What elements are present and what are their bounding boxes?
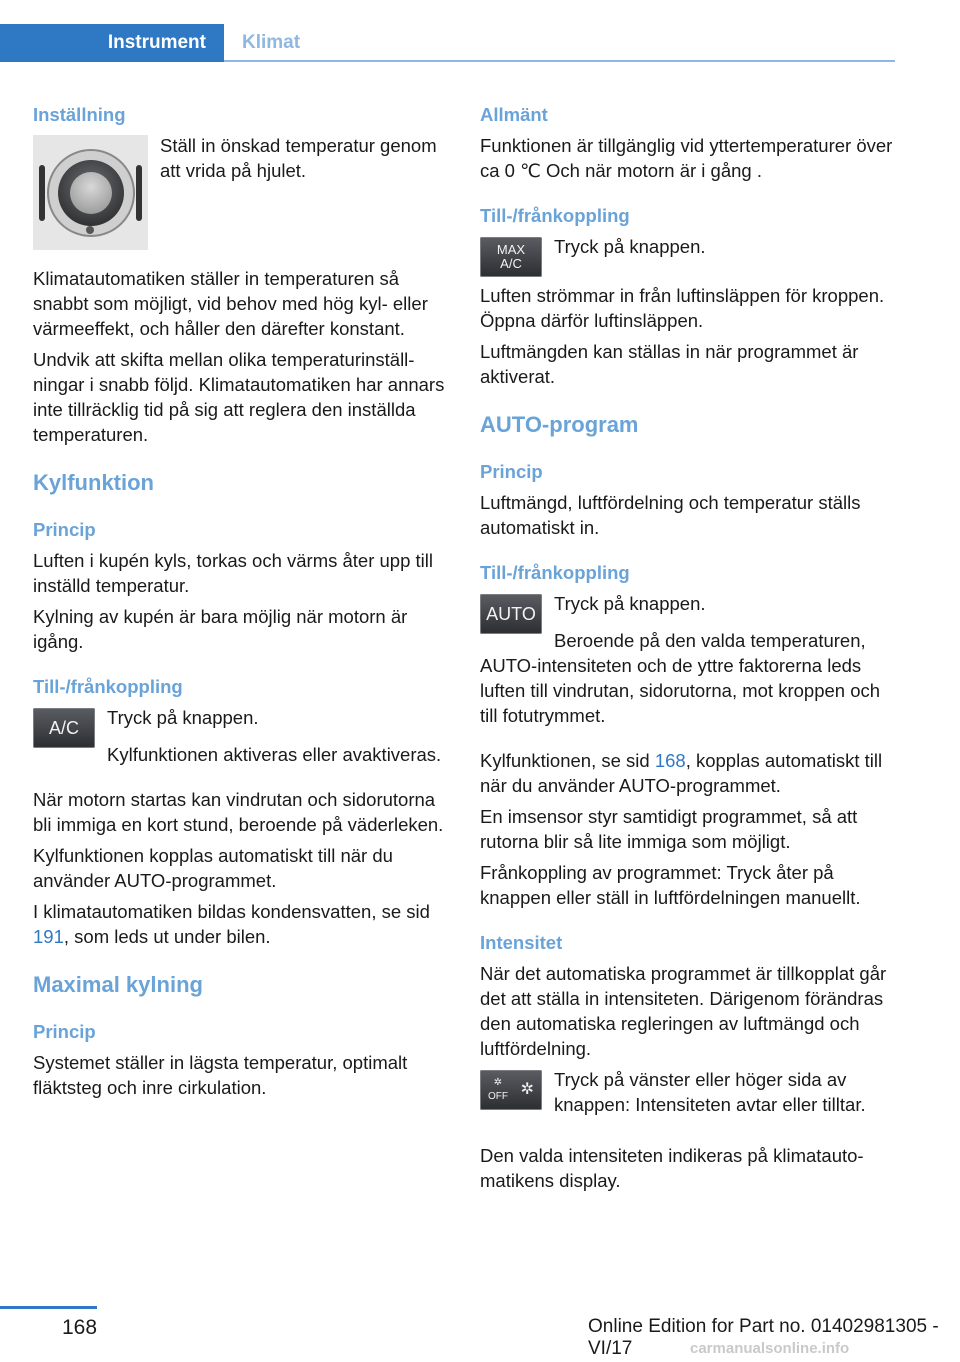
- fan-row: [480, 1067, 894, 1123]
- heading-allmant-koppling: Till-/frånkoppling: [480, 205, 630, 226]
- tab-instrument-label: Instrument: [107, 32, 206, 53]
- tab-klimat[interactable]: [224, 24, 895, 62]
- allmant-koppling-text: Tryck på knappen.: [554, 236, 706, 257]
- heading-kyl-princip: Princip: [33, 519, 96, 540]
- heading-maximal-kylning: Maximal kylning: [33, 972, 203, 997]
- heading-kyl-koppling: Till-/frånkoppling: [33, 676, 183, 697]
- heading-auto-princip: Princip: [480, 461, 543, 482]
- left-column: [33, 102, 447, 1106]
- max-ac-label: [497, 243, 525, 271]
- allmant-text: Funktionen är tillgänglig vid yttertemperaturer över ca 0 ℃ Och när motorn är i gång .: [480, 135, 893, 181]
- edition-text: Online Edition for Part no. 01402981305 - VI/17: [588, 1316, 939, 1359]
- heading-intensitet: Intensitet: [480, 932, 563, 953]
- installning-row: [33, 133, 447, 266]
- auto-text5: Frånkoppling av programmet: Tryck åter på knappen eller ställ in luftfördelningen manuellt.: [480, 862, 861, 908]
- kyl-text4: Kylfunktionen kopplas automatiskt till när du använder AUTO-programmet.: [33, 845, 393, 891]
- knob-center-icon: [70, 172, 112, 214]
- heading-kylfunktion: Kylfunktion: [33, 470, 154, 495]
- knob-ring-icon: [47, 149, 135, 237]
- max-ac-button-icon: [480, 237, 542, 277]
- kyl-text3: När motorn startas kan vindrutan och sidorutorna bli immiga en kort stund, beroende på väderleken.: [33, 789, 444, 835]
- max-princip-text: Systemet ställer in lägsta temperatur, optimalt fläktsteg och inre cirkulation.: [33, 1052, 408, 1098]
- knob-right-bar-icon: [136, 165, 142, 221]
- max-ac-line2: A/C: [500, 256, 522, 271]
- fan-icon: ✲: [520, 1081, 534, 1098]
- intensitet-text3: Den valda intensiteten indikeras på klimatautomatikens display.: [480, 1145, 864, 1191]
- fan-off-label: OFF: [488, 1091, 508, 1102]
- right-column: [480, 102, 894, 1199]
- temperature-knob-icon: [33, 135, 148, 250]
- kyl-koppling-text1: Tryck på knappen.: [107, 707, 259, 728]
- auto-text3: [480, 748, 894, 798]
- knob-dot-icon: [86, 226, 94, 234]
- intensitet-text1: När det automatiska programmet är tillkopplat går det att ställa in intensiteten. Därigenom förändras den automatiska regleringen av luftmängd och luftfördelning.: [480, 963, 887, 1059]
- kyl-koppling-text2: Kylfunktionen aktiveras eller avaktiveras.: [107, 744, 442, 765]
- auto-koppling-text2: Beroende på den valda temperaturen, AUTO-intensiteten och de yttre faktorerna leds luften till vindrutan, sidorutorna, mot kroppen och till fotutrymmet.: [480, 630, 881, 726]
- watermark-logo: carmanualsonline.info: [690, 1340, 850, 1357]
- installning-text3: Undvik att skifta mellan olika temperaturinställningar i snabb följd. Klimatautomatiken har annars inte tillräcklig tid på sig att reglera den inställda temperaturen.: [33, 349, 445, 445]
- footer-rule: [0, 1306, 97, 1309]
- heading-max-princip: Princip: [33, 1021, 96, 1042]
- heading-installning: Inställning: [33, 104, 126, 125]
- heading-auto-program: AUTO-program: [480, 412, 639, 437]
- kyl-princip-text2: Kylning av kupén är bara möjlig när motorn är igång.: [33, 606, 408, 652]
- kyl-princip-text1: Luften i kupén kyls, torkas och värms åter upp till inställd temperatur.: [33, 550, 433, 596]
- auto-button-icon: AUTO: [480, 594, 542, 634]
- auto-princip-text: Luftmängd, luftfördelning och temperatur ställs automatiskt in.: [480, 492, 861, 538]
- auto-text4: En imsensor styr samtidigt programmet, så att rutorna blir så lite immiga som möjligt.: [480, 806, 858, 852]
- knob-left-bar-icon: [39, 165, 45, 221]
- knob-wheel-icon: [58, 160, 124, 226]
- page-number: 168: [62, 1316, 98, 1339]
- allmant-text2: Luften strömmar in från luftinsläppen för kroppen. Öppna därför luftinsläppen.: [480, 285, 885, 331]
- kyl-text5-b: , som leds ut under bilen.: [63, 926, 271, 947]
- ac-button-icon: A/C: [33, 708, 95, 748]
- fan-intensity-button-icon: [480, 1070, 542, 1110]
- heading-auto-koppling: Till-/frånkoppling: [480, 562, 630, 583]
- auto-text3-b: , kopplas automatiskt till när du använder AUTO-programmet.: [480, 750, 883, 796]
- intensitet-text2: Tryck på vänster eller höger sida av knappen: Intensiteten avtar eller tilltar.: [554, 1069, 866, 1115]
- tab-klimat-label: Klimat: [242, 32, 301, 53]
- kyl-text5-a: I klimatautomatiken bildas kondensvatten, se sid: [33, 901, 430, 922]
- fan-off-icon: ✲ OFF: [488, 1077, 508, 1102]
- chapter-tabs: [0, 24, 895, 62]
- max-ac-line1: MAX: [496, 242, 526, 257]
- installning-text2: Klimatautomatiken ställer in temperaturen så snabbt som möjligt, vid behov med hög kyl- eller värmeeffekt, och håller den därefter konstant.: [33, 268, 428, 339]
- max-ac-row: [480, 234, 894, 283]
- page-link-191[interactable]: 191: [33, 926, 64, 947]
- auto-text3-a: Kylfunktionen, se sid: [480, 750, 655, 771]
- heading-allmant: Allmänt: [480, 104, 548, 125]
- tab-instrument[interactable]: [0, 24, 224, 62]
- auto-koppling-text1: Tryck på knappen.: [554, 593, 706, 614]
- page-link-168[interactable]: 168: [654, 750, 686, 771]
- installning-text1: Ställ in önskad temperatur genom att vrida på hjulet.: [160, 135, 437, 181]
- allmant-text3: Luftmängden kan ställas in när programmet är aktiverat.: [480, 341, 859, 387]
- kyl-text5: [33, 899, 447, 949]
